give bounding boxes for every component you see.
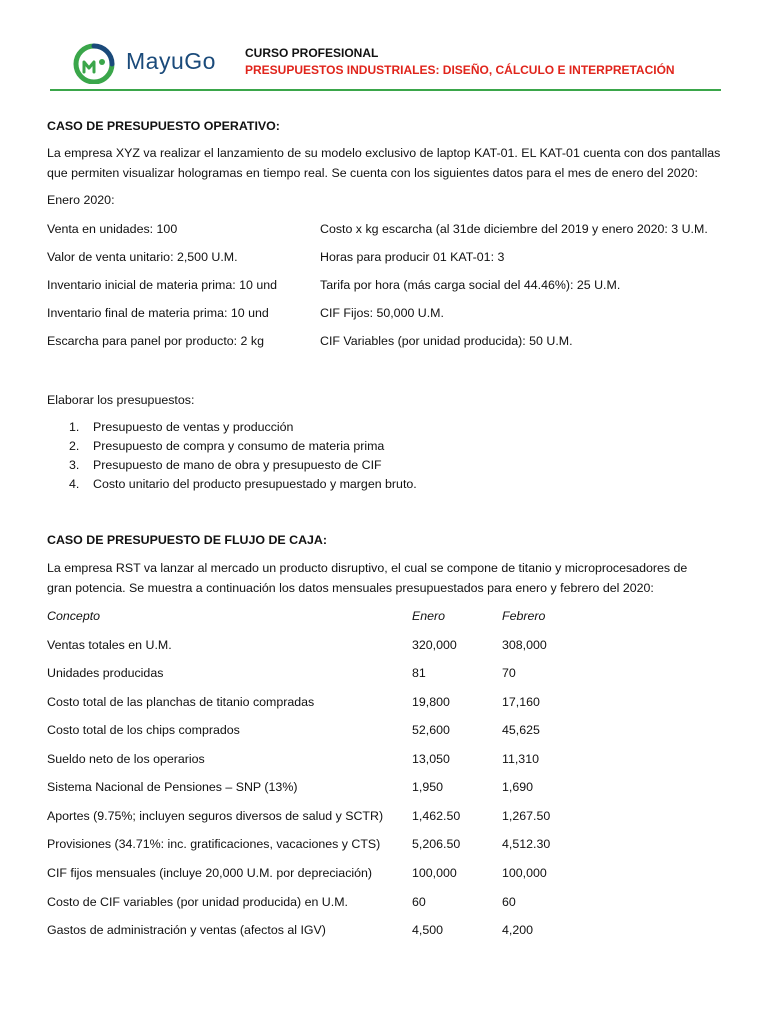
list-number: 3. xyxy=(69,458,80,472)
cell-concept: Sistema Nacional de Pensiones – SNP (13%) xyxy=(47,780,298,794)
cell-concept: Provisiones (34.71%: inc. gratificaciones, vacaciones y CTS) xyxy=(47,837,381,851)
course-kicker: CURSO PROFESIONAL xyxy=(245,46,379,60)
cell-enero: 19,800 xyxy=(412,695,450,709)
data-right: CIF Variables (por unidad producida): 50 U.M. xyxy=(320,334,573,348)
header-enero: Enero xyxy=(412,609,446,623)
data-right: Tarifa por hora (más carga social del 44.46%): 25 U.M. xyxy=(320,278,621,292)
list-text: Presupuesto de mano de obra y presupuesto de CIF xyxy=(93,458,382,472)
data-left: Venta en unidades: 100 xyxy=(47,222,178,236)
list-number: 4. xyxy=(69,477,80,491)
list-text: Presupuesto de ventas y producción xyxy=(93,420,294,434)
cell-enero: 1,950 xyxy=(412,780,444,794)
list-text: Presupuesto de compra y consumo de materia prima xyxy=(93,439,385,453)
header-concepto: Concepto xyxy=(47,609,101,623)
cell-febrero: 100,000 xyxy=(502,866,547,880)
data-right: Horas para producir 01 KAT-01: 3 xyxy=(320,250,505,264)
brand-name: MayuGo xyxy=(126,48,216,74)
cell-concept: CIF fijos mensuales (incluye 20,000 U.M. por depreciación) xyxy=(47,866,373,880)
cell-febrero: 1,690 xyxy=(502,780,534,794)
cell-febrero: 60 xyxy=(502,895,516,909)
data-left: Valor de venta unitario: 2,500 U.M. xyxy=(47,250,238,264)
cell-concept: Costo total de las planchas de titanio compradas xyxy=(47,695,315,709)
cell-enero: 52,600 xyxy=(412,723,450,737)
cell-enero: 320,000 xyxy=(412,638,457,652)
cell-concept: Ventas totales en U.M. xyxy=(47,638,172,652)
data-right: Costo x kg escarcha (al 31de diciembre del 2019 y enero 2020: 3 U.M. xyxy=(320,222,708,236)
cell-febrero: 308,000 xyxy=(502,638,547,652)
cell-concept: Sueldo neto de los operarios xyxy=(47,752,205,766)
cell-enero: 5,206.50 xyxy=(412,837,461,851)
list-number: 2. xyxy=(69,439,80,453)
cell-concept: Costo de CIF variables (por unidad producida) en U.M. xyxy=(47,895,348,909)
case2-intro-line1: La empresa RST va lanzar al mercado un producto disruptivo, el cual se compone de titanio y microprocesadores de xyxy=(47,561,688,575)
cell-febrero: 1,267.50 xyxy=(502,809,551,823)
mayugo-logo xyxy=(72,40,222,86)
cell-concept: Gastos de administración y ventas (afectos al IGV) xyxy=(47,923,326,937)
cell-enero: 13,050 xyxy=(412,752,450,766)
data-left: Escarcha para panel por producto: 2 kg xyxy=(47,334,264,348)
cell-enero: 1,462.50 xyxy=(412,809,461,823)
cell-febrero: 17,160 xyxy=(502,695,540,709)
data-left: Inventario final de materia prima: 10 und xyxy=(47,306,269,320)
list-number: 1. xyxy=(69,420,80,434)
course-heading xyxy=(245,46,675,77)
cell-febrero: 4,200 xyxy=(502,923,534,937)
case1-intro-line1: La empresa XYZ va realizar el lanzamiento de su modelo exclusivo de laptop KAT-01. EL KAT-01 cuenta con dos pantallas xyxy=(47,146,721,160)
cell-concept: Unidades producidas xyxy=(47,666,164,680)
case2-intro-line2: gran potencia. Se muestra a continuación los datos mensuales presupuestados para enero y febrero del 2020: xyxy=(47,581,654,595)
cell-febrero: 11,310 xyxy=(502,752,539,766)
mayugo-logo-icon xyxy=(72,42,118,84)
cell-enero: 4,500 xyxy=(412,923,444,937)
header-divider xyxy=(50,89,721,91)
cell-enero: 60 xyxy=(412,895,426,909)
case1-heading: CASO DE PRESUPUESTO OPERATIVO: xyxy=(47,119,280,133)
cell-concept: Costo total de los chips comprados xyxy=(47,723,240,737)
case1-intro-line2: que permiten visualizar hologramas en tiempo real. Se cuenta con los siguientes datos para el mes de enero del 2020: xyxy=(47,166,698,180)
data-left: Inventario inicial de materia prima: 10 und xyxy=(47,278,278,292)
cell-febrero: 45,625 xyxy=(502,723,540,737)
header-febrero: Febrero xyxy=(502,609,546,623)
case2-heading: CASO DE PRESUPUESTO DE FLUJO DE CAJA: xyxy=(47,533,327,547)
cell-febrero: 70 xyxy=(502,666,516,680)
cell-enero: 100,000 xyxy=(412,866,457,880)
course-title: PRESUPUESTOS INDUSTRIALES: DISEÑO, CÁLCULO E INTERPRETACIÓN xyxy=(245,63,675,77)
cell-enero: 81 xyxy=(412,666,426,680)
task-intro: Elaborar los presupuestos: xyxy=(47,393,195,407)
list-text: Costo unitario del producto presupuestado y margen bruto. xyxy=(93,477,417,491)
cell-concept: Aportes (9.75%; incluyen seguros diversos de salud y SCTR) xyxy=(47,809,384,823)
data-right: CIF Fijos: 50,000 U.M. xyxy=(320,306,444,320)
document-header xyxy=(0,0,768,96)
case1-period: Enero 2020: xyxy=(47,193,115,207)
cell-febrero: 4,512.30 xyxy=(502,837,551,851)
